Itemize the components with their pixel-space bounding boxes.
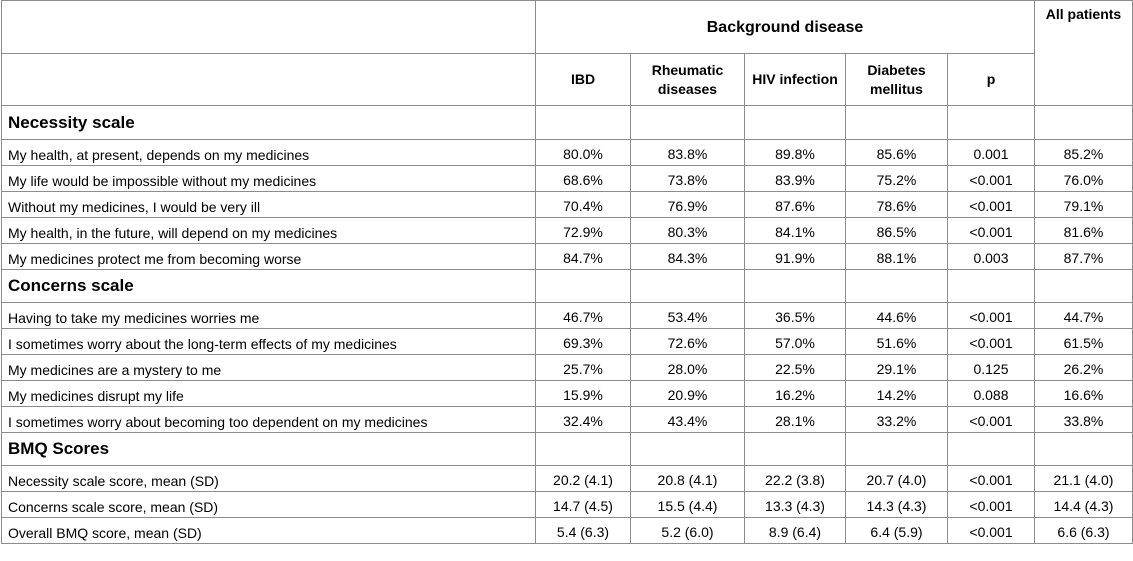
- section-empty-cell: [846, 433, 948, 466]
- cell-hiv: 13.3 (4.3): [745, 492, 846, 518]
- table-row: [2, 381, 1133, 407]
- row-label: I sometimes worry about becoming too dependent on my medicines: [2, 407, 536, 433]
- cell-hiv: 22.2 (3.8): [745, 466, 846, 492]
- cell-p-value: 0.001: [948, 140, 1035, 166]
- table-row: [2, 244, 1133, 270]
- section-title: Necessity scale: [2, 106, 536, 140]
- row-label: My medicines disrupt my life: [2, 381, 536, 407]
- cell-all-patients: 61.5%: [1035, 329, 1133, 355]
- row-label: My life would be impossible without my medicines: [2, 166, 536, 192]
- section-empty-cell: [948, 433, 1035, 466]
- section-empty-cell: [536, 270, 631, 303]
- row-label: My health, at present, depends on my medicines: [2, 140, 536, 166]
- section-title: Concerns scale: [2, 270, 536, 303]
- table-row: [2, 166, 1133, 192]
- cell-diabetes: 33.2%: [846, 407, 948, 433]
- cell-ibd: 70.4%: [536, 192, 631, 218]
- cell-diabetes: 51.6%: [846, 329, 948, 355]
- cell-ibd: 46.7%: [536, 303, 631, 329]
- cell-rheumatic: 28.0%: [631, 355, 745, 381]
- cell-diabetes: 44.6%: [846, 303, 948, 329]
- cell-all-patients: 26.2%: [1035, 355, 1133, 381]
- cell-hiv: 28.1%: [745, 407, 846, 433]
- cell-hiv: 87.6%: [745, 192, 846, 218]
- section-row-necessity: [2, 106, 1133, 140]
- table-row: [2, 518, 1133, 544]
- cell-all-patients: 6.6 (6.3): [1035, 518, 1133, 544]
- cell-rheumatic: 76.9%: [631, 192, 745, 218]
- cell-p-value: <0.001: [948, 218, 1035, 244]
- cell-diabetes: 29.1%: [846, 355, 948, 381]
- table-row: [2, 492, 1133, 518]
- cell-ibd: 68.6%: [536, 166, 631, 192]
- section-empty-cell: [1035, 106, 1133, 140]
- cell-p-value: <0.001: [948, 303, 1035, 329]
- row-label: Without my medicines, I would be very ill: [2, 192, 536, 218]
- table-row: [2, 192, 1133, 218]
- row-label: Concerns scale score, mean (SD): [2, 492, 536, 518]
- cell-p-value: 0.088: [948, 381, 1035, 407]
- row-label: Necessity scale score, mean (SD): [2, 466, 536, 492]
- row-label: My medicines are a mystery to me: [2, 355, 536, 381]
- cell-diabetes: 75.2%: [846, 166, 948, 192]
- bmq-results-table: [1, 0, 1133, 544]
- cell-diabetes: 14.2%: [846, 381, 948, 407]
- cell-ibd: 32.4%: [536, 407, 631, 433]
- cell-p-value: <0.001: [948, 492, 1035, 518]
- table-row: [2, 329, 1133, 355]
- row-label: I sometimes worry about the long-term effects of my medicines: [2, 329, 536, 355]
- cell-p-value: <0.001: [948, 466, 1035, 492]
- cell-all-patients: 85.2%: [1035, 140, 1133, 166]
- cell-rheumatic: 15.5 (4.4): [631, 492, 745, 518]
- section-empty-cell: [948, 106, 1035, 140]
- cell-rheumatic: 20.9%: [631, 381, 745, 407]
- row-label: My health, in the future, will depend on my medicines: [2, 218, 536, 244]
- cell-rheumatic: 84.3%: [631, 244, 745, 270]
- cell-p-value: 0.125: [948, 355, 1035, 381]
- cell-all-patients: 79.1%: [1035, 192, 1133, 218]
- cell-ibd: 84.7%: [536, 244, 631, 270]
- cell-p-value: <0.001: [948, 329, 1035, 355]
- cell-all-patients: 81.6%: [1035, 218, 1133, 244]
- cell-hiv: 16.2%: [745, 381, 846, 407]
- cell-ibd: 14.7 (4.5): [536, 492, 631, 518]
- cell-p-value: <0.001: [948, 407, 1035, 433]
- cell-all-patients: 33.8%: [1035, 407, 1133, 433]
- cell-ibd: 72.9%: [536, 218, 631, 244]
- cell-diabetes: 20.7 (4.0): [846, 466, 948, 492]
- cell-hiv: 57.0%: [745, 329, 846, 355]
- all-patients-header: All patients: [1035, 1, 1133, 106]
- cell-rheumatic: 20.8 (4.1): [631, 466, 745, 492]
- header-row-top: [2, 1, 1133, 54]
- cell-p-value: <0.001: [948, 518, 1035, 544]
- cell-rheumatic: 43.4%: [631, 407, 745, 433]
- cell-p-value: 0.003: [948, 244, 1035, 270]
- header-corner-cell: [2, 1, 536, 54]
- table-row: [2, 303, 1133, 329]
- cell-hiv: 22.5%: [745, 355, 846, 381]
- cell-hiv: 89.8%: [745, 140, 846, 166]
- cell-diabetes: 14.3 (4.3): [846, 492, 948, 518]
- column-header-p: p: [948, 54, 1035, 106]
- cell-all-patients: 16.6%: [1035, 381, 1133, 407]
- section-empty-cell: [846, 106, 948, 140]
- table-row: [2, 218, 1133, 244]
- cell-diabetes: 78.6%: [846, 192, 948, 218]
- column-header-ibd: IBD: [536, 54, 631, 106]
- cell-diabetes: 88.1%: [846, 244, 948, 270]
- cell-p-value: <0.001: [948, 192, 1035, 218]
- cell-ibd: 15.9%: [536, 381, 631, 407]
- cell-rheumatic: 72.6%: [631, 329, 745, 355]
- section-empty-cell: [631, 433, 745, 466]
- row-label: Overall BMQ score, mean (SD): [2, 518, 536, 544]
- cell-rheumatic: 83.8%: [631, 140, 745, 166]
- cell-hiv: 84.1%: [745, 218, 846, 244]
- cell-all-patients: 87.7%: [1035, 244, 1133, 270]
- section-empty-cell: [846, 270, 948, 303]
- section-empty-cell: [745, 106, 846, 140]
- column-header-diabetes: Diabetes mellitus: [846, 54, 948, 106]
- section-row-bmq-scores: [2, 433, 1133, 466]
- cell-rheumatic: 5.2 (6.0): [631, 518, 745, 544]
- cell-hiv: 8.9 (6.4): [745, 518, 846, 544]
- cell-all-patients: 76.0%: [1035, 166, 1133, 192]
- header-row-columns: [2, 54, 1133, 106]
- table-row: [2, 140, 1133, 166]
- row-label: My medicines protect me from becoming worse: [2, 244, 536, 270]
- cell-diabetes: 86.5%: [846, 218, 948, 244]
- cell-hiv: 91.9%: [745, 244, 846, 270]
- cell-ibd: 69.3%: [536, 329, 631, 355]
- cell-ibd: 80.0%: [536, 140, 631, 166]
- cell-rheumatic: 53.4%: [631, 303, 745, 329]
- cell-all-patients: 21.1 (4.0): [1035, 466, 1133, 492]
- section-empty-cell: [1035, 433, 1133, 466]
- cell-ibd: 5.4 (6.3): [536, 518, 631, 544]
- cell-ibd: 20.2 (4.1): [536, 466, 631, 492]
- cell-ibd: 25.7%: [536, 355, 631, 381]
- row-label: Having to take my medicines worries me: [2, 303, 536, 329]
- cell-p-value: <0.001: [948, 166, 1035, 192]
- section-empty-cell: [745, 270, 846, 303]
- table-row: [2, 355, 1133, 381]
- cell-all-patients: 14.4 (4.3): [1035, 492, 1133, 518]
- background-disease-header: Background disease: [536, 1, 1035, 54]
- section-empty-cell: [631, 106, 745, 140]
- table-row: [2, 407, 1133, 433]
- section-empty-cell: [631, 270, 745, 303]
- section-empty-cell: [536, 106, 631, 140]
- cell-rheumatic: 80.3%: [631, 218, 745, 244]
- table-row: [2, 466, 1133, 492]
- section-title: BMQ Scores: [2, 433, 536, 466]
- column-header-hiv: HIV infection: [745, 54, 846, 106]
- cell-rheumatic: 73.8%: [631, 166, 745, 192]
- section-empty-cell: [745, 433, 846, 466]
- section-empty-cell: [536, 433, 631, 466]
- cell-diabetes: 85.6%: [846, 140, 948, 166]
- header-label-cell: [2, 54, 536, 106]
- cell-hiv: 36.5%: [745, 303, 846, 329]
- section-empty-cell: [948, 270, 1035, 303]
- cell-all-patients: 44.7%: [1035, 303, 1133, 329]
- section-row-concerns: [2, 270, 1133, 303]
- cell-hiv: 83.9%: [745, 166, 846, 192]
- section-empty-cell: [1035, 270, 1133, 303]
- cell-diabetes: 6.4 (5.9): [846, 518, 948, 544]
- column-header-rheumatic: Rheumatic diseases: [631, 54, 745, 106]
